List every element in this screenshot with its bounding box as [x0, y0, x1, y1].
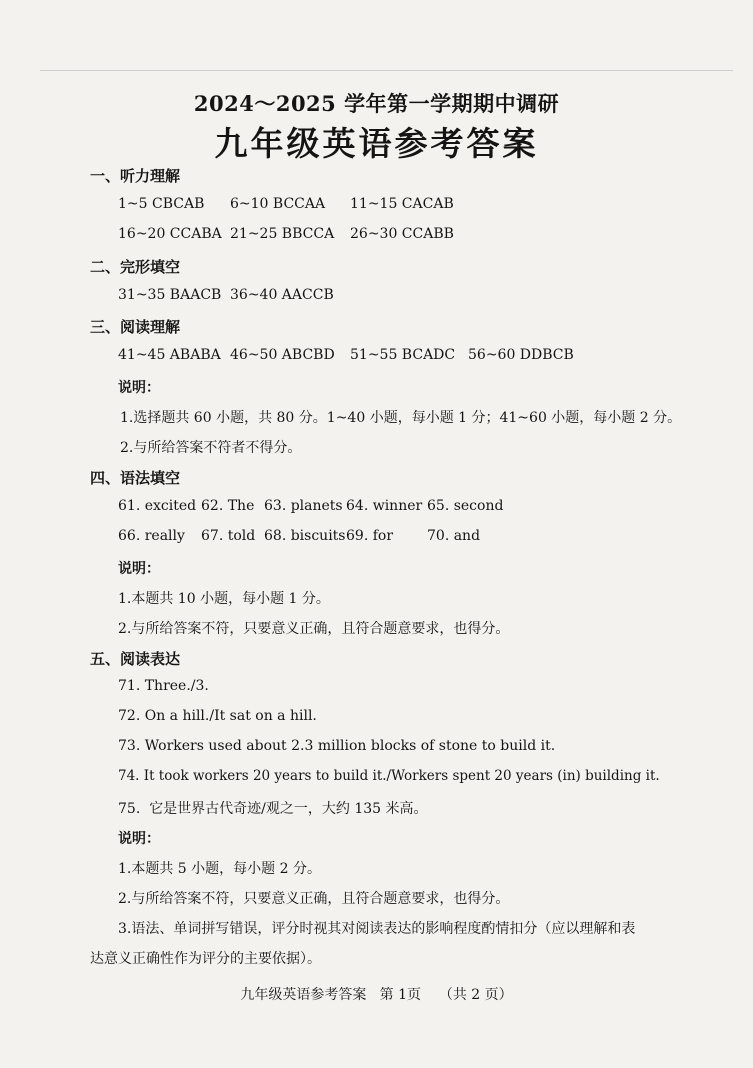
answer-group: 16~20 CCABA [118, 226, 222, 242]
section-heading-reading: 三、阅读理解 [90, 318, 181, 336]
answer-item: 75. 它是世界古代奇迹/观之一，大约 135 米高。 [118, 801, 428, 817]
note-label: 说明： [118, 561, 160, 577]
answer-group: 51~55 BCADC [350, 347, 456, 363]
answer-item: 72. On a hill./It sat on a hill. [118, 708, 317, 724]
section-heading-listening: 一、听力理解 [90, 167, 181, 185]
answer-item: 63. planets [264, 498, 343, 514]
answer-item: 71. Three./3. [118, 678, 209, 694]
section-heading-grammar: 四、语法填空 [90, 469, 181, 487]
answer-item: 64. winner [346, 498, 423, 514]
answer-group: 21~25 BBCCA [230, 226, 335, 242]
answer-group: 1~5 CBCAB [118, 196, 205, 212]
note-label: 说明： [118, 831, 160, 847]
page-footer: 九年级英语参考答案 第 1页 （共 2 页） [240, 987, 513, 1003]
note-text: 2.与所给答案不符，只要意义正确，且符合题意要求，也得分。 [118, 891, 510, 907]
note-text: 2.与所给答案不符，只要意义正确，且符合题意要求，也得分。 [118, 621, 510, 637]
answer-group: 46~50 ABCBD [230, 347, 335, 363]
section-heading-cloze: 二、完形填空 [90, 258, 181, 276]
answer-group: 56~60 DDBCB [468, 347, 574, 363]
answer-item: 61. excited [118, 498, 197, 514]
answer-group: 36~40 AACCB [230, 287, 334, 303]
note-label: 说明： [118, 380, 160, 396]
answer-row [118, 287, 334, 303]
answer-row [118, 226, 454, 242]
note-text: 2.与所给答案不符者不得分。 [120, 440, 302, 456]
answer-group: 6~10 BCCAA [230, 196, 326, 212]
answer-group: 41~45 ABABA [118, 347, 221, 363]
note-text: 3.语法、单词拼写错误，评分时视其对阅读表达的影响程度酌情扣分（应以理解和表 [118, 921, 636, 937]
answer-item: 66. really [118, 528, 185, 544]
answer-row [118, 498, 503, 514]
answer-item: 70. and [427, 528, 481, 544]
section-heading-reading-expression: 五、阅读表达 [90, 650, 181, 668]
answer-row [118, 347, 574, 363]
document-title: 九年级英语参考答案 [214, 124, 539, 163]
exam-title: 2024～2025 学年第一学期期中调研 [193, 91, 560, 116]
answer-item: 67. told [201, 528, 256, 544]
answer-item: 68. biscuits [264, 528, 346, 544]
note-text: 1.选择题共 60 小题，共 80 分。1~40 小题，每小题 1 分；41~60 小题，每小题 2 分。 [120, 410, 682, 426]
answer-group: 26~30 CCABB [350, 226, 454, 242]
answer-item: 74. It took workers 20 years to build it./Workers spent 20 years (in) building it. [118, 768, 660, 784]
answer-group: 11~15 CACAB [350, 196, 454, 212]
top-rule [40, 70, 733, 71]
answer-row [118, 528, 480, 544]
note-text: 达意义正确性作为评分的主要依据）。 [90, 951, 321, 967]
answer-item: 69. for [346, 528, 394, 544]
answer-item: 62. The [201, 498, 255, 514]
answer-item: 73. Workers used about 2.3 million blocks of stone to build it. [118, 738, 556, 754]
answer-item: 65. second [427, 498, 504, 514]
answer-row [118, 196, 454, 212]
note-text: 1.本题共 10 小题，每小题 1 分。 [118, 591, 330, 607]
answer-group: 31~35 BAACB [118, 287, 222, 303]
note-text: 1.本题共 5 小题，每小题 2 分。 [118, 861, 321, 877]
